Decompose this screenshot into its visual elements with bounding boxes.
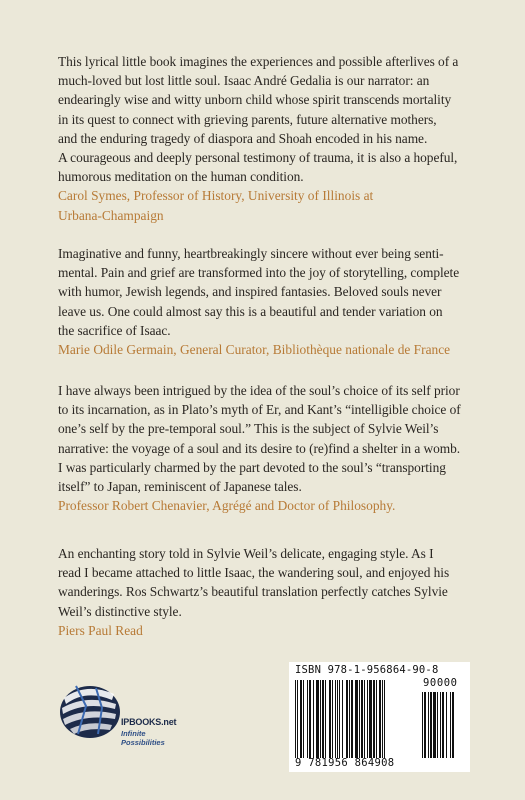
barcode-bar — [349, 680, 350, 758]
quote-text: Imaginative and funny, heartbreakingly sincere without ever being senti- mental. Pain and grief are transformed into the joy of storytelling, complete with humor, Jewish legends, and inspired fantasies. Beloved souls never leave us. One could almost say this is a beautiful and tender variation on the sacrifice of Isaac. — [58, 246, 460, 338]
barcode-bar — [450, 692, 451, 758]
publisher-brand: IPBOOKS.net — [121, 717, 177, 727]
barcode-bar — [316, 680, 319, 758]
barcode-bar — [313, 680, 314, 758]
barcode-bar — [422, 692, 423, 758]
barcode-bar — [342, 680, 343, 758]
barcode-bar — [446, 692, 447, 758]
publisher-logo — [56, 676, 177, 747]
barcode-bar — [367, 680, 368, 758]
barcode-bar — [295, 680, 296, 758]
quote-text: I have always been intrigued by the idea of the soul’s choice of its self prior to its incarnation, as in Plato’s myth of Er, and Kant’s “intelligible choice of one’s self by the pre-temporal soul.” This is the subject of Sylvie Weil’s narrative: the voyage of a soul and its desire to (re)find a shelter in a womb. I was particularly charmed by the part devoted to the soul’s “transporting itself” to Japan, reminiscent of Japanese tales. — [58, 383, 461, 495]
barcode-bar — [382, 680, 383, 758]
barcode-bar — [351, 680, 353, 758]
quote-attribution: Carol Symes, Professor of History, University of Illinois at Urbana-Champaign — [58, 188, 374, 223]
barcode-bar — [297, 680, 298, 758]
barcode-bar — [384, 680, 385, 758]
barcode-bar — [300, 680, 302, 758]
barcode-bar — [339, 680, 340, 758]
barcode-bar — [355, 680, 358, 758]
barcode-bar — [359, 680, 360, 758]
ean-barcode-bars — [295, 680, 419, 758]
barcode-bar — [346, 680, 348, 758]
ean-digits: 9 781956 864908 — [295, 757, 395, 769]
barcode-bar — [379, 680, 381, 758]
addon-barcode-bars — [422, 692, 466, 758]
barcode-bar — [433, 692, 436, 758]
review-quote-3 — [58, 381, 478, 515]
barcode-bar — [369, 680, 372, 758]
barcode-bar — [430, 692, 432, 758]
barcode-bar — [452, 692, 454, 758]
review-quote-1 — [58, 52, 478, 225]
barcode-bar — [307, 680, 308, 758]
barcode-bar — [373, 680, 375, 758]
barcode-bar — [303, 680, 304, 758]
quote-attribution: Marie Odile Germain, General Curator, Bibliothèque nationale de France — [58, 342, 451, 358]
quote-text: An enchanting story told in Sylvie Weil’s delicate, engaging style. As I read I became attached to little Isaac, the wandering soul, and enjoyed his wanderings. Ros Schwartz’s beautiful translation perfectly catches Sylvie Weil’s distinctive style. — [58, 546, 450, 619]
barcode-bar — [309, 680, 311, 758]
quote-text: This lyrical little book imagines the experiences and possible afterlives of a much-loved but lost little soul. Isaac André Gedalia is our narrator: an endearingly wise and witty unborn child whose spirit transcends mortality in its quest to connect with grieving parents, future alternative mothers, and the enduring tragedy of diaspora and Shoah encoded in his name. A courageous and deeply personal testimony of trauma, it is also a hopeful, humorous meditation on the human condition. — [58, 54, 459, 185]
quote-attribution: Piers Paul Read — [58, 622, 143, 638]
barcode-bar — [428, 692, 429, 758]
barcode-bar — [325, 680, 326, 758]
barcode-bar — [335, 680, 336, 758]
barcode-bar — [322, 680, 324, 758]
barcode-bar — [424, 692, 426, 758]
barcode-bar — [329, 680, 331, 758]
barcode-bar — [442, 692, 444, 758]
barcode-bar — [364, 680, 365, 758]
barcode-bar — [361, 680, 363, 758]
barcode-bar — [332, 680, 333, 758]
quote-attribution: Professor Robert Chenavier, Agrégé and Doctor of Philosophy. — [58, 498, 396, 514]
barcode-bar — [437, 692, 438, 758]
price-code: 90000 — [423, 677, 458, 689]
barcode-bar — [337, 680, 338, 758]
isbn-label: ISBN 978-1-956864-90-8 — [295, 664, 439, 676]
review-quote-4 — [58, 544, 478, 640]
barcode-bar — [376, 680, 377, 758]
review-quote-2 — [58, 244, 478, 359]
barcode-bar — [320, 680, 321, 758]
isbn-barcode — [289, 662, 470, 772]
publisher-tagline: Infinite Possibilities — [121, 729, 165, 747]
barcode-bar — [440, 692, 441, 758]
